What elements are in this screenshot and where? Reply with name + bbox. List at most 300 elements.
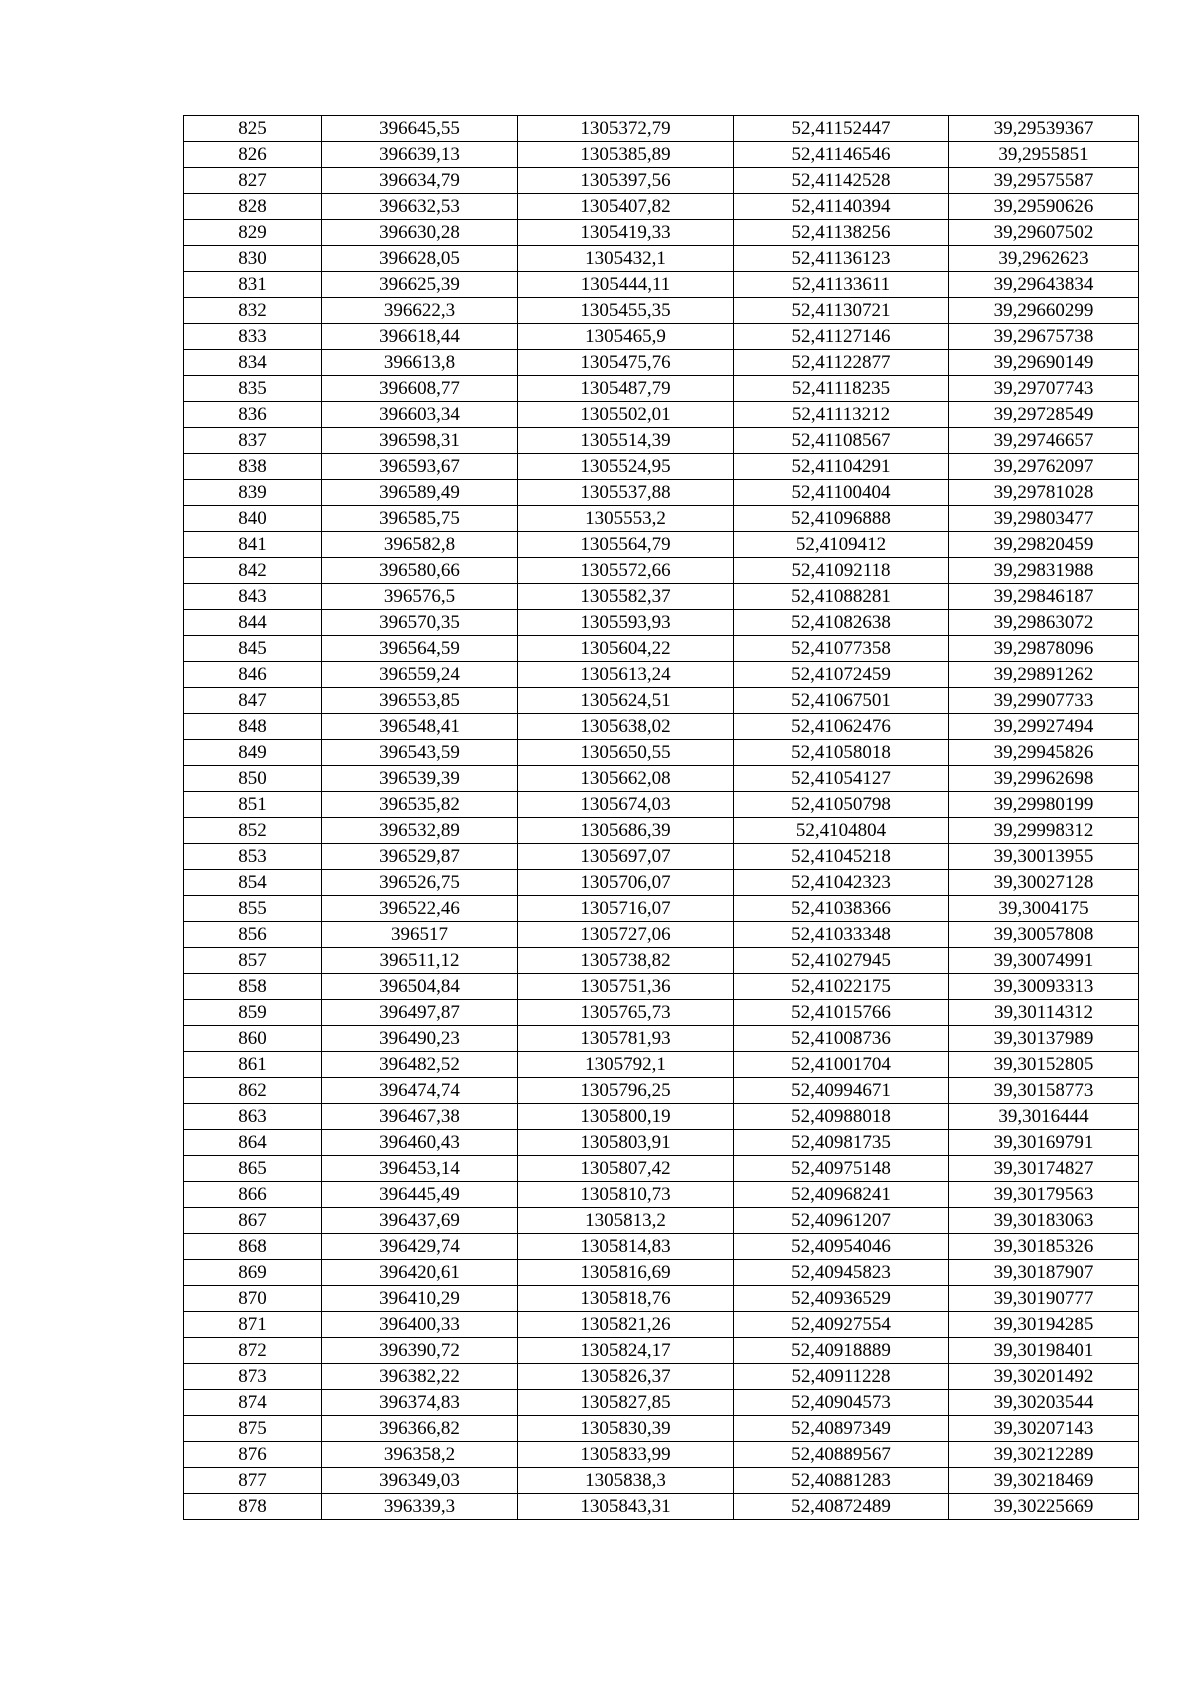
point-number-cell: 848 [184, 714, 322, 740]
x-coordinate-cell: 396553,85 [322, 688, 518, 714]
x-coordinate-cell: 396608,77 [322, 376, 518, 402]
table-row [184, 792, 1139, 818]
x-coordinate-cell: 396482,52 [322, 1052, 518, 1078]
latitude-cell: 52,40994671 [734, 1078, 949, 1104]
point-number-cell: 834 [184, 350, 322, 376]
longitude-cell: 39,30203544 [949, 1390, 1139, 1416]
longitude-cell: 39,29998312 [949, 818, 1139, 844]
y-coordinate-cell: 1305833,99 [518, 1442, 734, 1468]
y-coordinate-cell: 1305444,11 [518, 272, 734, 298]
point-number-cell: 837 [184, 428, 322, 454]
table-row [184, 480, 1139, 506]
table-row [184, 610, 1139, 636]
table-row [184, 1468, 1139, 1494]
y-coordinate-cell: 1305604,22 [518, 636, 734, 662]
x-coordinate-cell: 396580,66 [322, 558, 518, 584]
latitude-cell: 52,41038366 [734, 896, 949, 922]
point-number-cell: 850 [184, 766, 322, 792]
x-coordinate-cell: 396420,61 [322, 1260, 518, 1286]
y-coordinate-cell: 1305514,39 [518, 428, 734, 454]
table-row [184, 1312, 1139, 1338]
x-coordinate-cell: 396467,38 [322, 1104, 518, 1130]
longitude-cell: 39,30207143 [949, 1416, 1139, 1442]
y-coordinate-cell: 1305838,3 [518, 1468, 734, 1494]
y-coordinate-cell: 1305686,39 [518, 818, 734, 844]
x-coordinate-cell: 396539,39 [322, 766, 518, 792]
longitude-cell: 39,29803477 [949, 506, 1139, 532]
x-coordinate-cell: 396437,69 [322, 1208, 518, 1234]
latitude-cell: 52,41142528 [734, 168, 949, 194]
y-coordinate-cell: 1305582,37 [518, 584, 734, 610]
y-coordinate-cell: 1305824,17 [518, 1338, 734, 1364]
y-coordinate-cell: 1305674,03 [518, 792, 734, 818]
y-coordinate-cell: 1305810,73 [518, 1182, 734, 1208]
table-row [184, 766, 1139, 792]
x-coordinate-cell: 396535,82 [322, 792, 518, 818]
longitude-cell: 39,3004175 [949, 896, 1139, 922]
x-coordinate-cell: 396526,75 [322, 870, 518, 896]
latitude-cell: 52,41108567 [734, 428, 949, 454]
point-number-cell: 857 [184, 948, 322, 974]
longitude-cell: 39,29878096 [949, 636, 1139, 662]
y-coordinate-cell: 1305502,01 [518, 402, 734, 428]
y-coordinate-cell: 1305662,08 [518, 766, 734, 792]
point-number-cell: 858 [184, 974, 322, 1000]
point-number-cell: 864 [184, 1130, 322, 1156]
table-row [184, 1156, 1139, 1182]
y-coordinate-cell: 1305827,85 [518, 1390, 734, 1416]
x-coordinate-cell: 396349,03 [322, 1468, 518, 1494]
y-coordinate-cell: 1305593,93 [518, 610, 734, 636]
table-row [184, 454, 1139, 480]
y-coordinate-cell: 1305397,56 [518, 168, 734, 194]
latitude-cell: 52,41072459 [734, 662, 949, 688]
x-coordinate-cell: 396632,53 [322, 194, 518, 220]
latitude-cell: 52,40897349 [734, 1416, 949, 1442]
y-coordinate-cell: 1305800,19 [518, 1104, 734, 1130]
x-coordinate-cell: 396576,5 [322, 584, 518, 610]
y-coordinate-cell: 1305524,95 [518, 454, 734, 480]
longitude-cell: 39,29846187 [949, 584, 1139, 610]
longitude-cell: 39,29891262 [949, 662, 1139, 688]
x-coordinate-cell: 396564,59 [322, 636, 518, 662]
table-row [184, 974, 1139, 1000]
latitude-cell: 52,40968241 [734, 1182, 949, 1208]
table-row [184, 662, 1139, 688]
point-number-cell: 863 [184, 1104, 322, 1130]
x-coordinate-cell: 396382,22 [322, 1364, 518, 1390]
longitude-cell: 39,29539367 [949, 116, 1139, 142]
y-coordinate-cell: 1305432,1 [518, 246, 734, 272]
latitude-cell: 52,40945823 [734, 1260, 949, 1286]
point-number-cell: 831 [184, 272, 322, 298]
longitude-cell: 39,30013955 [949, 844, 1139, 870]
y-coordinate-cell: 1305385,89 [518, 142, 734, 168]
x-coordinate-cell: 396517 [322, 922, 518, 948]
table-row [184, 818, 1139, 844]
latitude-cell: 52,40911228 [734, 1364, 949, 1390]
table-row [184, 1260, 1139, 1286]
y-coordinate-cell: 1305830,39 [518, 1416, 734, 1442]
table-row [184, 1052, 1139, 1078]
x-coordinate-cell: 396522,46 [322, 896, 518, 922]
latitude-cell: 52,41045218 [734, 844, 949, 870]
longitude-cell: 39,29575587 [949, 168, 1139, 194]
table-row [184, 1234, 1139, 1260]
latitude-cell: 52,41104291 [734, 454, 949, 480]
latitude-cell: 52,41008736 [734, 1026, 949, 1052]
longitude-cell: 39,29690149 [949, 350, 1139, 376]
x-coordinate-cell: 396585,75 [322, 506, 518, 532]
longitude-cell: 39,30187907 [949, 1260, 1139, 1286]
table-row [184, 116, 1139, 142]
x-coordinate-cell: 396339,3 [322, 1494, 518, 1520]
longitude-cell: 39,29907733 [949, 688, 1139, 714]
table-row [184, 324, 1139, 350]
point-number-cell: 841 [184, 532, 322, 558]
point-number-cell: 844 [184, 610, 322, 636]
point-number-cell: 871 [184, 1312, 322, 1338]
y-coordinate-cell: 1305564,79 [518, 532, 734, 558]
latitude-cell: 52,40904573 [734, 1390, 949, 1416]
x-coordinate-cell: 396529,87 [322, 844, 518, 870]
point-number-cell: 876 [184, 1442, 322, 1468]
y-coordinate-cell: 1305821,26 [518, 1312, 734, 1338]
longitude-cell: 39,30212289 [949, 1442, 1139, 1468]
latitude-cell: 52,41088281 [734, 584, 949, 610]
longitude-cell: 39,3016444 [949, 1104, 1139, 1130]
point-number-cell: 846 [184, 662, 322, 688]
table-row [184, 636, 1139, 662]
y-coordinate-cell: 1305781,93 [518, 1026, 734, 1052]
y-coordinate-cell: 1305487,79 [518, 376, 734, 402]
latitude-cell: 52,41100404 [734, 480, 949, 506]
longitude-cell: 39,2962623 [949, 246, 1139, 272]
latitude-cell: 52,40881283 [734, 1468, 949, 1494]
x-coordinate-cell: 396634,79 [322, 168, 518, 194]
x-coordinate-cell: 396589,49 [322, 480, 518, 506]
table-row [184, 714, 1139, 740]
x-coordinate-cell: 396593,67 [322, 454, 518, 480]
longitude-cell: 39,30158773 [949, 1078, 1139, 1104]
table-row [184, 428, 1139, 454]
longitude-cell: 39,30074991 [949, 948, 1139, 974]
x-coordinate-cell: 396613,8 [322, 350, 518, 376]
latitude-cell: 52,41077358 [734, 636, 949, 662]
point-number-cell: 856 [184, 922, 322, 948]
latitude-cell: 52,41054127 [734, 766, 949, 792]
x-coordinate-cell: 396570,35 [322, 610, 518, 636]
table-row [184, 350, 1139, 376]
y-coordinate-cell: 1305814,83 [518, 1234, 734, 1260]
latitude-cell: 52,41136123 [734, 246, 949, 272]
table-row [184, 1182, 1139, 1208]
point-number-cell: 832 [184, 298, 322, 324]
y-coordinate-cell: 1305372,79 [518, 116, 734, 142]
point-number-cell: 829 [184, 220, 322, 246]
point-number-cell: 874 [184, 1390, 322, 1416]
point-number-cell: 872 [184, 1338, 322, 1364]
point-number-cell: 878 [184, 1494, 322, 1520]
y-coordinate-cell: 1305751,36 [518, 974, 734, 1000]
longitude-cell: 39,30185326 [949, 1234, 1139, 1260]
y-coordinate-cell: 1305706,07 [518, 870, 734, 896]
latitude-cell: 52,41092118 [734, 558, 949, 584]
point-number-cell: 867 [184, 1208, 322, 1234]
point-number-cell: 843 [184, 584, 322, 610]
table-row [184, 1208, 1139, 1234]
x-coordinate-cell: 396559,24 [322, 662, 518, 688]
point-number-cell: 833 [184, 324, 322, 350]
x-coordinate-cell: 396390,72 [322, 1338, 518, 1364]
point-number-cell: 835 [184, 376, 322, 402]
x-coordinate-cell: 396429,74 [322, 1234, 518, 1260]
x-coordinate-cell: 396497,87 [322, 1000, 518, 1026]
point-number-cell: 826 [184, 142, 322, 168]
latitude-cell: 52,40961207 [734, 1208, 949, 1234]
longitude-cell: 39,29831988 [949, 558, 1139, 584]
table-row [184, 896, 1139, 922]
longitude-cell: 39,29980199 [949, 792, 1139, 818]
x-coordinate-cell: 396490,23 [322, 1026, 518, 1052]
latitude-cell: 52,41122877 [734, 350, 949, 376]
point-number-cell: 855 [184, 896, 322, 922]
y-coordinate-cell: 1305826,37 [518, 1364, 734, 1390]
y-coordinate-cell: 1305572,66 [518, 558, 734, 584]
longitude-cell: 39,30027128 [949, 870, 1139, 896]
y-coordinate-cell: 1305818,76 [518, 1286, 734, 1312]
point-number-cell: 860 [184, 1026, 322, 1052]
point-number-cell: 862 [184, 1078, 322, 1104]
y-coordinate-cell: 1305407,82 [518, 194, 734, 220]
y-coordinate-cell: 1305537,88 [518, 480, 734, 506]
longitude-cell: 39,29945826 [949, 740, 1139, 766]
y-coordinate-cell: 1305613,24 [518, 662, 734, 688]
table-row [184, 844, 1139, 870]
longitude-cell: 39,29707743 [949, 376, 1139, 402]
table-row [184, 740, 1139, 766]
table-row [184, 558, 1139, 584]
longitude-cell: 39,30152805 [949, 1052, 1139, 1078]
point-number-cell: 838 [184, 454, 322, 480]
table-row [184, 142, 1139, 168]
longitude-cell: 39,29590626 [949, 194, 1139, 220]
longitude-cell: 39,29643834 [949, 272, 1139, 298]
y-coordinate-cell: 1305843,31 [518, 1494, 734, 1520]
table-row [184, 1026, 1139, 1052]
latitude-cell: 52,41042323 [734, 870, 949, 896]
longitude-cell: 39,2955851 [949, 142, 1139, 168]
x-coordinate-cell: 396582,8 [322, 532, 518, 558]
latitude-cell: 52,40954046 [734, 1234, 949, 1260]
latitude-cell: 52,40889567 [734, 1442, 949, 1468]
longitude-cell: 39,30194285 [949, 1312, 1139, 1338]
y-coordinate-cell: 1305738,82 [518, 948, 734, 974]
coordinates-table [183, 115, 1139, 1520]
point-number-cell: 869 [184, 1260, 322, 1286]
y-coordinate-cell: 1305807,42 [518, 1156, 734, 1182]
point-number-cell: 868 [184, 1234, 322, 1260]
y-coordinate-cell: 1305816,69 [518, 1260, 734, 1286]
x-coordinate-cell: 396603,34 [322, 402, 518, 428]
y-coordinate-cell: 1305792,1 [518, 1052, 734, 1078]
point-number-cell: 836 [184, 402, 322, 428]
longitude-cell: 39,30169791 [949, 1130, 1139, 1156]
table-row [184, 1364, 1139, 1390]
point-number-cell: 827 [184, 168, 322, 194]
point-number-cell: 852 [184, 818, 322, 844]
table-row [184, 870, 1139, 896]
x-coordinate-cell: 396453,14 [322, 1156, 518, 1182]
x-coordinate-cell: 396511,12 [322, 948, 518, 974]
point-number-cell: 847 [184, 688, 322, 714]
latitude-cell: 52,41113212 [734, 402, 949, 428]
x-coordinate-cell: 396532,89 [322, 818, 518, 844]
longitude-cell: 39,29820459 [949, 532, 1139, 558]
y-coordinate-cell: 1305475,76 [518, 350, 734, 376]
latitude-cell: 52,4109412 [734, 532, 949, 558]
x-coordinate-cell: 396622,3 [322, 298, 518, 324]
point-number-cell: 849 [184, 740, 322, 766]
latitude-cell: 52,41015766 [734, 1000, 949, 1026]
point-number-cell: 875 [184, 1416, 322, 1442]
x-coordinate-cell: 396474,74 [322, 1078, 518, 1104]
latitude-cell: 52,40918889 [734, 1338, 949, 1364]
latitude-cell: 52,41033348 [734, 922, 949, 948]
y-coordinate-cell: 1305765,73 [518, 1000, 734, 1026]
table-row [184, 1130, 1139, 1156]
longitude-cell: 39,29863072 [949, 610, 1139, 636]
latitude-cell: 52,41138256 [734, 220, 949, 246]
latitude-cell: 52,41152447 [734, 116, 949, 142]
point-number-cell: 866 [184, 1182, 322, 1208]
point-number-cell: 840 [184, 506, 322, 532]
longitude-cell: 39,29607502 [949, 220, 1139, 246]
table-row [184, 1338, 1139, 1364]
longitude-cell: 39,30218469 [949, 1468, 1139, 1494]
point-number-cell: 825 [184, 116, 322, 142]
table-row [184, 376, 1139, 402]
longitude-cell: 39,30057808 [949, 922, 1139, 948]
table-row [184, 922, 1139, 948]
latitude-cell: 52,41022175 [734, 974, 949, 1000]
latitude-cell: 52,41027945 [734, 948, 949, 974]
latitude-cell: 52,41058018 [734, 740, 949, 766]
point-number-cell: 873 [184, 1364, 322, 1390]
latitude-cell: 52,40988018 [734, 1104, 949, 1130]
y-coordinate-cell: 1305796,25 [518, 1078, 734, 1104]
longitude-cell: 39,30174827 [949, 1156, 1139, 1182]
latitude-cell: 52,41118235 [734, 376, 949, 402]
table-row [184, 1442, 1139, 1468]
latitude-cell: 52,40936529 [734, 1286, 949, 1312]
longitude-cell: 39,30201492 [949, 1364, 1139, 1390]
x-coordinate-cell: 396400,33 [322, 1312, 518, 1338]
point-number-cell: 870 [184, 1286, 322, 1312]
x-coordinate-cell: 396639,13 [322, 142, 518, 168]
x-coordinate-cell: 396630,28 [322, 220, 518, 246]
latitude-cell: 52,41096888 [734, 506, 949, 532]
latitude-cell: 52,41130721 [734, 298, 949, 324]
latitude-cell: 52,41001704 [734, 1052, 949, 1078]
longitude-cell: 39,29660299 [949, 298, 1139, 324]
x-coordinate-cell: 396504,84 [322, 974, 518, 1000]
x-coordinate-cell: 396460,43 [322, 1130, 518, 1156]
point-number-cell: 842 [184, 558, 322, 584]
latitude-cell: 52,41146546 [734, 142, 949, 168]
y-coordinate-cell: 1305638,02 [518, 714, 734, 740]
table-row [184, 1078, 1139, 1104]
x-coordinate-cell: 396445,49 [322, 1182, 518, 1208]
point-number-cell: 839 [184, 480, 322, 506]
table-row [184, 1390, 1139, 1416]
y-coordinate-cell: 1305624,51 [518, 688, 734, 714]
table-row [184, 168, 1139, 194]
point-number-cell: 859 [184, 1000, 322, 1026]
table-row [184, 1494, 1139, 1520]
longitude-cell: 39,29927494 [949, 714, 1139, 740]
x-coordinate-cell: 396358,2 [322, 1442, 518, 1468]
table-row [184, 220, 1139, 246]
latitude-cell: 52,40927554 [734, 1312, 949, 1338]
x-coordinate-cell: 396628,05 [322, 246, 518, 272]
latitude-cell: 52,41067501 [734, 688, 949, 714]
longitude-cell: 39,29728549 [949, 402, 1139, 428]
point-number-cell: 865 [184, 1156, 322, 1182]
latitude-cell: 52,40872489 [734, 1494, 949, 1520]
coordinates-table-body [184, 116, 1139, 1520]
longitude-cell: 39,29746657 [949, 428, 1139, 454]
point-number-cell: 828 [184, 194, 322, 220]
table-row [184, 298, 1139, 324]
point-number-cell: 830 [184, 246, 322, 272]
y-coordinate-cell: 1305553,2 [518, 506, 734, 532]
y-coordinate-cell: 1305727,06 [518, 922, 734, 948]
y-coordinate-cell: 1305465,9 [518, 324, 734, 350]
y-coordinate-cell: 1305697,07 [518, 844, 734, 870]
table-row [184, 584, 1139, 610]
latitude-cell: 52,40981735 [734, 1130, 949, 1156]
point-number-cell: 845 [184, 636, 322, 662]
x-coordinate-cell: 396543,59 [322, 740, 518, 766]
point-number-cell: 861 [184, 1052, 322, 1078]
table-row [184, 272, 1139, 298]
longitude-cell: 39,30114312 [949, 1000, 1139, 1026]
longitude-cell: 39,30198401 [949, 1338, 1139, 1364]
y-coordinate-cell: 1305419,33 [518, 220, 734, 246]
latitude-cell: 52,41062476 [734, 714, 949, 740]
y-coordinate-cell: 1305813,2 [518, 1208, 734, 1234]
latitude-cell: 52,41133611 [734, 272, 949, 298]
table-row [184, 246, 1139, 272]
point-number-cell: 851 [184, 792, 322, 818]
table-row [184, 688, 1139, 714]
longitude-cell: 39,29962698 [949, 766, 1139, 792]
y-coordinate-cell: 1305650,55 [518, 740, 734, 766]
longitude-cell: 39,30093313 [949, 974, 1139, 1000]
y-coordinate-cell: 1305803,91 [518, 1130, 734, 1156]
point-number-cell: 853 [184, 844, 322, 870]
x-coordinate-cell: 396366,82 [322, 1416, 518, 1442]
table-row [184, 1104, 1139, 1130]
x-coordinate-cell: 396410,29 [322, 1286, 518, 1312]
x-coordinate-cell: 396598,31 [322, 428, 518, 454]
latitude-cell: 52,41127146 [734, 324, 949, 350]
longitude-cell: 39,29675738 [949, 324, 1139, 350]
longitude-cell: 39,30225669 [949, 1494, 1139, 1520]
x-coordinate-cell: 396548,41 [322, 714, 518, 740]
x-coordinate-cell: 396625,39 [322, 272, 518, 298]
